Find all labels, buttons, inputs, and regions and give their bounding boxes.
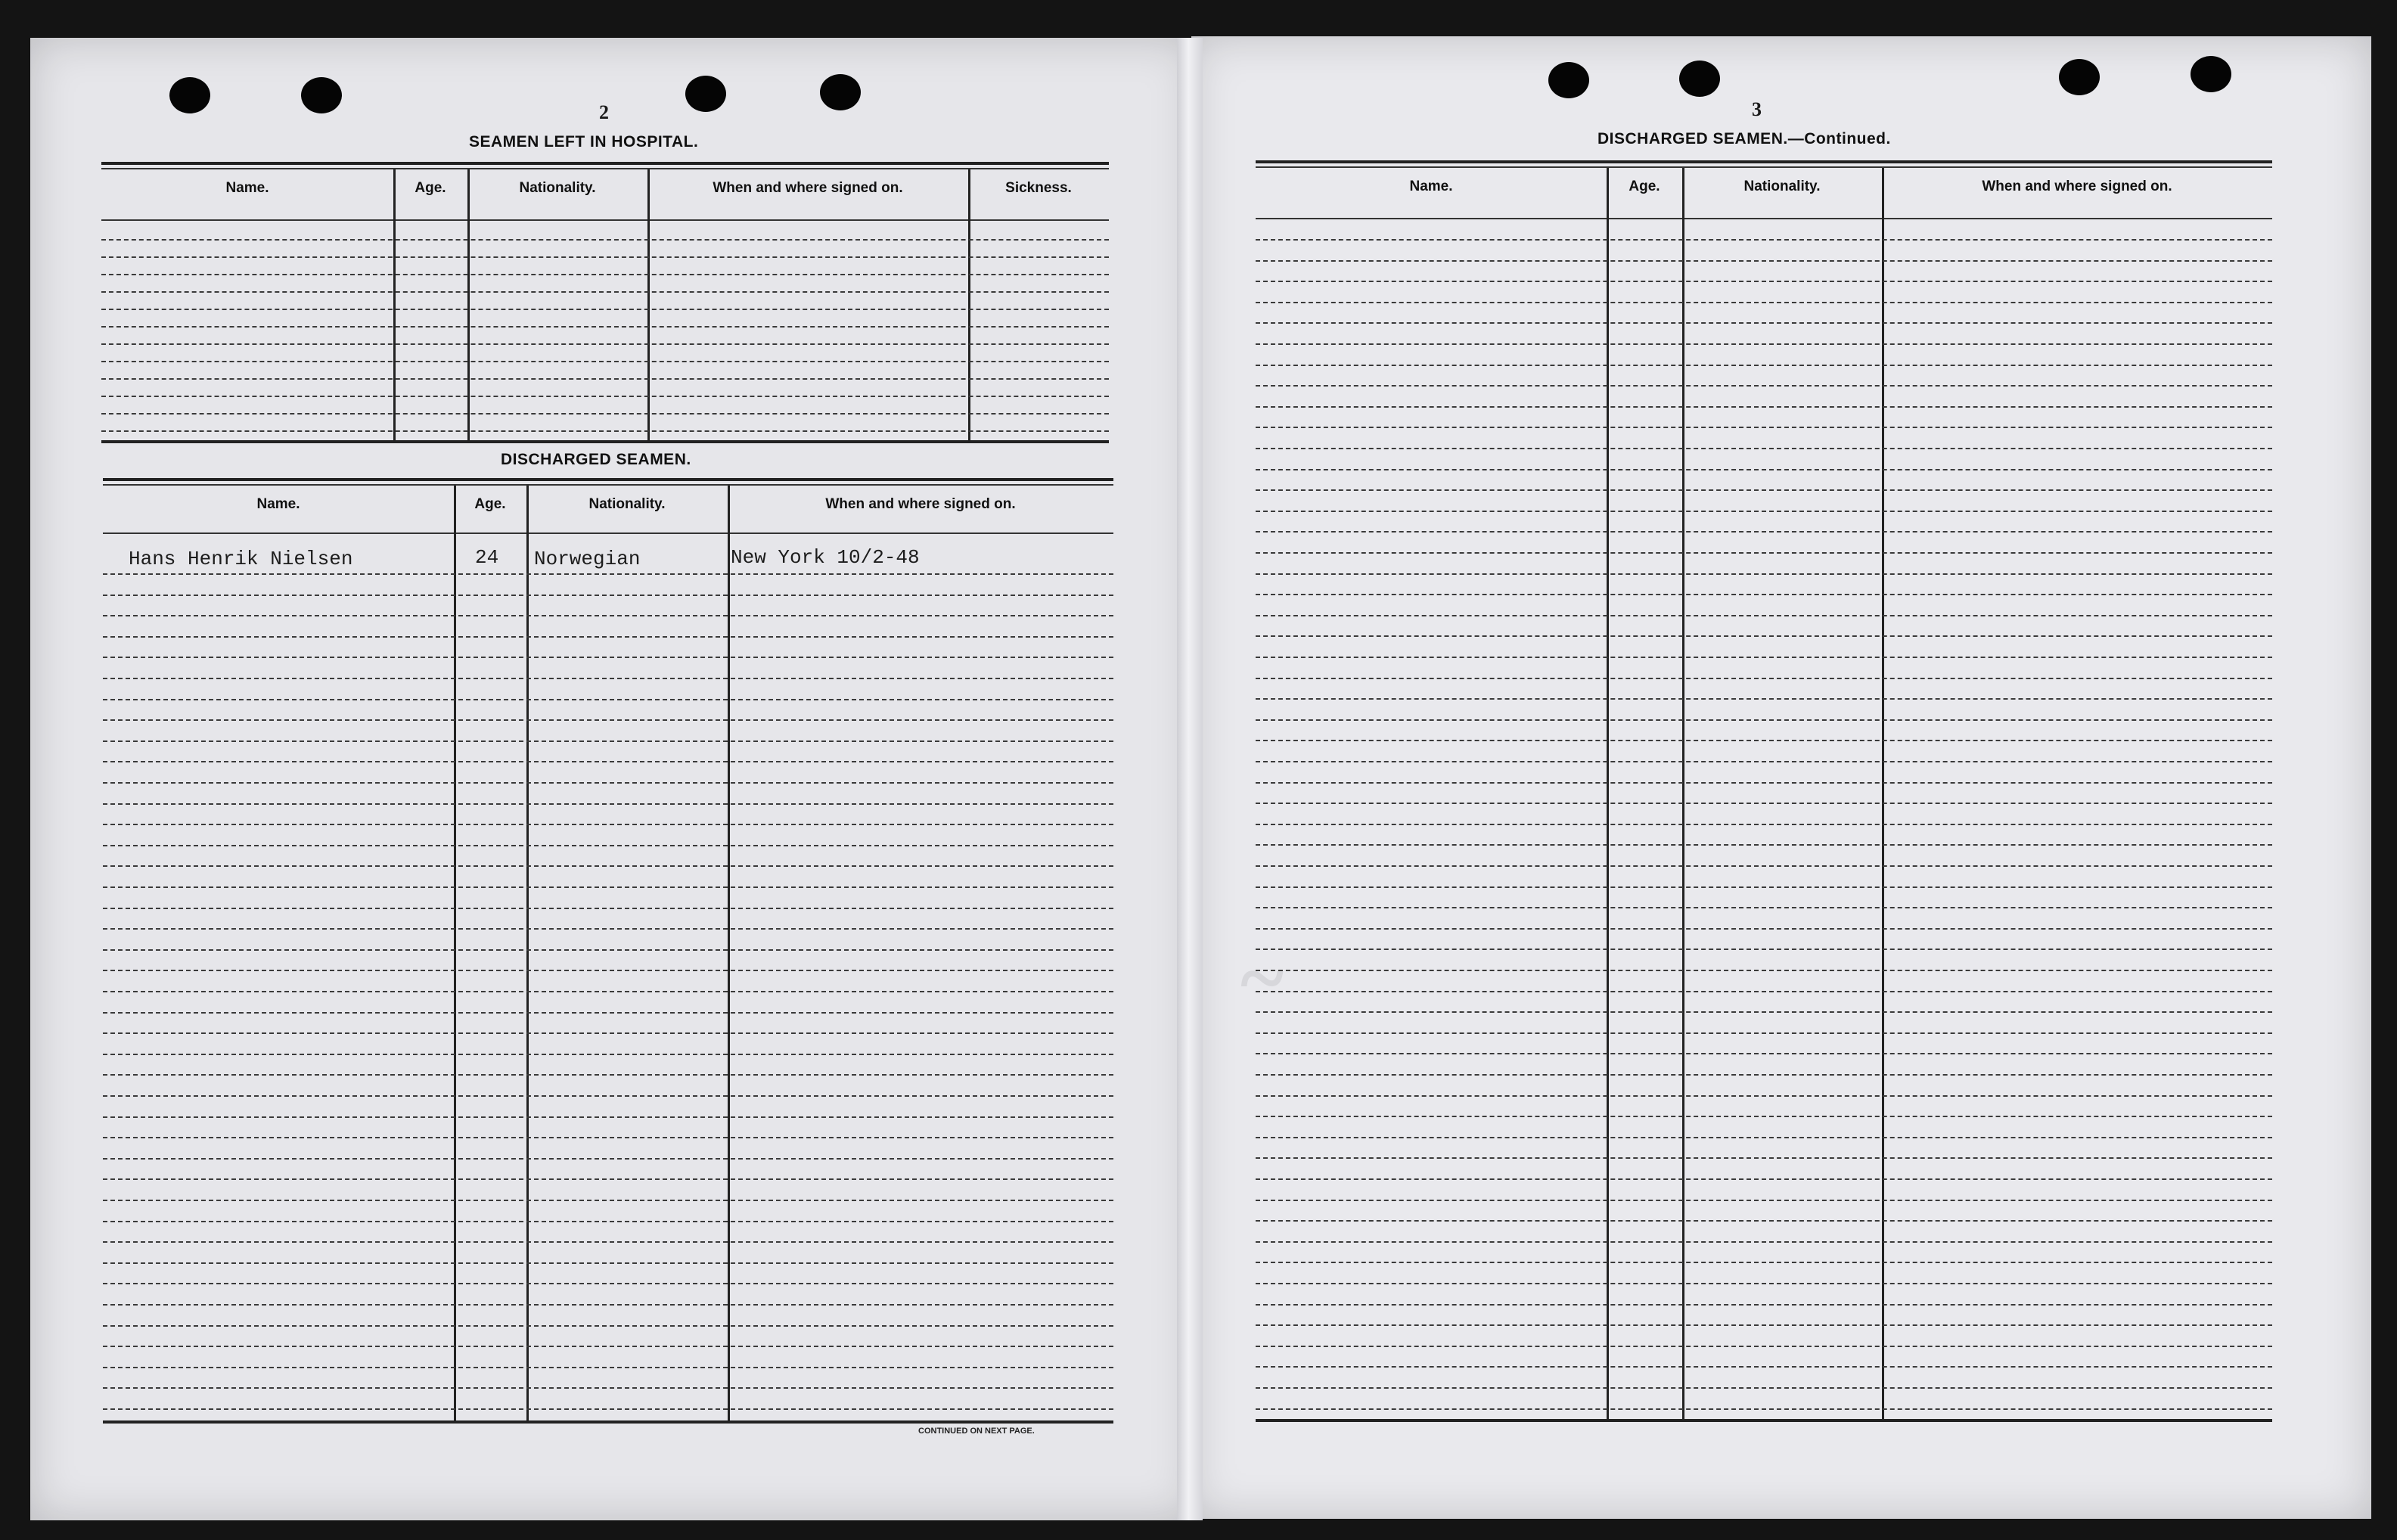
ruled-line [1256, 761, 2272, 762]
punch-hole [1679, 61, 1720, 97]
ruled-line [103, 1158, 1113, 1160]
ruled-line [1256, 406, 2272, 408]
ruled-line [1256, 949, 2272, 950]
ruled-line [1256, 1200, 2272, 1201]
entry-signed-on: New York 10/2-48 [731, 546, 920, 569]
ruled-line [1256, 448, 2272, 449]
ruled-line [1256, 469, 2272, 470]
ruled-line [1256, 1074, 2272, 1076]
punch-hole [2191, 56, 2231, 92]
ruled-line [1256, 385, 2272, 387]
ruled-line [103, 908, 1113, 909]
table-header-rule [1256, 218, 2272, 219]
ruled-line [1256, 803, 2272, 804]
ruled-line [1256, 343, 2272, 345]
table-top-rule [1256, 166, 2272, 168]
entry-name: Hans Henrik Nielsen [129, 548, 353, 570]
ruled-line [103, 1137, 1113, 1138]
ruled-line [1256, 1346, 2272, 1347]
ruled-line [103, 845, 1113, 846]
ruled-line [103, 1074, 1113, 1076]
continued-section-title: DISCHARGED SEAMEN.—Continued. [1597, 130, 1891, 147]
ruled-line [1256, 1262, 2272, 1263]
ruled-line [103, 1178, 1113, 1180]
ruled-line [103, 615, 1113, 616]
table-bottom-rule [1256, 1419, 2272, 1422]
right-page [1191, 36, 2371, 1519]
ruled-line [1256, 886, 2272, 888]
ruled-line [1256, 531, 2272, 532]
ruled-line [103, 991, 1113, 992]
ruled-line [1256, 1178, 2272, 1180]
table-bottom-rule [101, 440, 1109, 443]
ruled-line [103, 699, 1113, 700]
ruled-line [103, 803, 1113, 805]
ruled-line [103, 1200, 1113, 1201]
continued-note: CONTINUED ON NEXT PAGE. [918, 1427, 1035, 1436]
ruled-line [1256, 1304, 2272, 1306]
ruled-line [1256, 1157, 2272, 1159]
column-header: When and where signed on. [1982, 179, 2172, 194]
column-header: Nationality. [1743, 179, 1821, 194]
ruled-line [1256, 678, 2272, 679]
ruled-line [1256, 365, 2272, 366]
ruled-line [101, 291, 1109, 293]
ruled-line [101, 430, 1109, 432]
column-divider [454, 486, 456, 1420]
ruled-line [103, 928, 1113, 930]
table-bottom-rule [103, 1420, 1113, 1424]
ruled-line [1256, 1408, 2272, 1410]
ruled-line [103, 1116, 1113, 1118]
table-top-rule [1256, 160, 2272, 163]
ruled-line [103, 1346, 1113, 1347]
discharged-section-title: DISCHARGED SEAMEN. [501, 451, 691, 468]
ruled-line [1256, 740, 2272, 741]
ruled-line [1256, 1324, 2272, 1326]
ruled-line [1256, 1241, 2272, 1243]
ruled-line [1256, 928, 2272, 930]
ruled-line [103, 657, 1113, 658]
page-fold [1177, 38, 1203, 1520]
ruled-line [103, 1095, 1113, 1097]
column-header: When and where signed on. [713, 180, 903, 196]
ruled-line [1256, 1137, 2272, 1138]
ruled-line [103, 886, 1113, 888]
ruled-line [1256, 824, 2272, 825]
punch-hole [820, 74, 861, 110]
page-number: 3 [1752, 98, 1762, 120]
ruled-line [103, 1325, 1113, 1327]
ruled-line [1256, 1011, 2272, 1013]
ruled-line [103, 741, 1113, 742]
ruled-line [103, 949, 1113, 951]
table-top-rule [103, 478, 1113, 481]
ruled-line [103, 1367, 1113, 1368]
ruled-line [103, 761, 1113, 762]
ruled-line [103, 1408, 1113, 1410]
ruled-line [103, 595, 1113, 596]
ruled-line [1256, 719, 2272, 721]
ruled-line [103, 1054, 1113, 1055]
ruled-line [101, 343, 1109, 345]
ruled-line [103, 1387, 1113, 1389]
column-divider [393, 169, 396, 440]
punch-hole [685, 76, 726, 112]
page-number: 2 [599, 101, 609, 123]
ruled-line [1256, 698, 2272, 700]
ruled-line [1256, 427, 2272, 428]
ruled-line [1256, 970, 2272, 971]
ruled-line [101, 239, 1109, 241]
ruled-line [103, 782, 1113, 784]
bleed-through-mark: ~ [1240, 932, 1284, 1024]
ruled-line [1256, 615, 2272, 616]
table-top-rule [101, 162, 1109, 165]
column-divider [526, 486, 529, 1420]
ruled-line [103, 824, 1113, 825]
ruled-line [103, 970, 1113, 971]
ruled-line [1256, 552, 2272, 554]
ruled-line [1256, 239, 2272, 241]
column-header: Nationality. [588, 496, 666, 512]
column-divider [968, 169, 970, 440]
ruled-line [103, 1032, 1113, 1034]
ruled-line [1256, 260, 2272, 262]
column-header: Name. [1409, 179, 1453, 194]
column-header: Name. [256, 496, 300, 512]
ruled-line [1256, 322, 2272, 324]
punch-hole [1548, 62, 1589, 98]
column-divider [1607, 168, 1609, 1419]
ruled-line [101, 396, 1109, 397]
ruled-line [103, 678, 1113, 679]
ruled-line [1256, 907, 2272, 908]
ruled-line [103, 573, 1113, 575]
ruled-line [101, 309, 1109, 310]
ruled-line [1256, 302, 2272, 303]
ruled-line [103, 1262, 1113, 1264]
column-header: When and where signed on. [825, 496, 1016, 512]
column-divider [1682, 168, 1684, 1419]
column-divider [467, 169, 470, 440]
entry-nationality: Norwegian [534, 548, 641, 570]
ruled-line [1256, 281, 2272, 282]
ruled-line [101, 361, 1109, 362]
ruled-line [103, 1304, 1113, 1306]
column-header: Nationality. [519, 180, 596, 196]
ruled-line [1256, 573, 2272, 575]
column-divider [1882, 168, 1884, 1419]
ruled-line [101, 378, 1109, 380]
ruled-line [1256, 865, 2272, 867]
ruled-line [103, 1283, 1113, 1284]
punch-hole [169, 77, 210, 113]
table-header-rule [101, 219, 1109, 221]
ruled-line [1256, 1283, 2272, 1284]
ruled-line [1256, 635, 2272, 637]
left-page [30, 38, 1195, 1520]
ruled-line [1256, 1366, 2272, 1368]
punch-hole [2059, 59, 2100, 95]
ruled-line [101, 413, 1109, 414]
column-header: Age. [415, 180, 446, 196]
column-divider [728, 486, 730, 1420]
ruled-line [1256, 782, 2272, 784]
table-header-rule [103, 532, 1113, 534]
ruled-line [1256, 511, 2272, 512]
hospital-section-title: SEAMEN LEFT IN HOSPITAL. [469, 133, 699, 151]
ruled-line [1256, 844, 2272, 846]
ruled-line [103, 719, 1113, 721]
column-header: Age. [474, 496, 506, 512]
entry-age: 24 [475, 546, 499, 569]
ruled-line [1256, 594, 2272, 595]
punch-hole [301, 77, 342, 113]
ruled-line [1256, 657, 2272, 658]
ruled-line [1256, 991, 2272, 992]
ruled-line [103, 1012, 1113, 1014]
ruled-line [103, 1241, 1113, 1243]
ruled-line [1256, 1095, 2272, 1097]
column-header: Sickness. [1005, 180, 1072, 196]
ruled-line [1256, 489, 2272, 491]
ruled-line [103, 865, 1113, 867]
ruled-line [1256, 1032, 2272, 1034]
ruled-line [1256, 1053, 2272, 1054]
column-header: Name. [225, 180, 269, 196]
table-top-rule [101, 168, 1109, 169]
column-divider [647, 169, 650, 440]
ruled-line [1256, 1116, 2272, 1117]
ruled-line [103, 1221, 1113, 1222]
ruled-line [1256, 1220, 2272, 1222]
ruled-line [103, 636, 1113, 638]
table-top-rule [103, 484, 1113, 486]
ruled-line [101, 256, 1109, 258]
ruled-line [101, 274, 1109, 275]
ruled-line [1256, 1387, 2272, 1389]
column-header: Age. [1629, 179, 1660, 194]
ruled-line [101, 326, 1109, 328]
